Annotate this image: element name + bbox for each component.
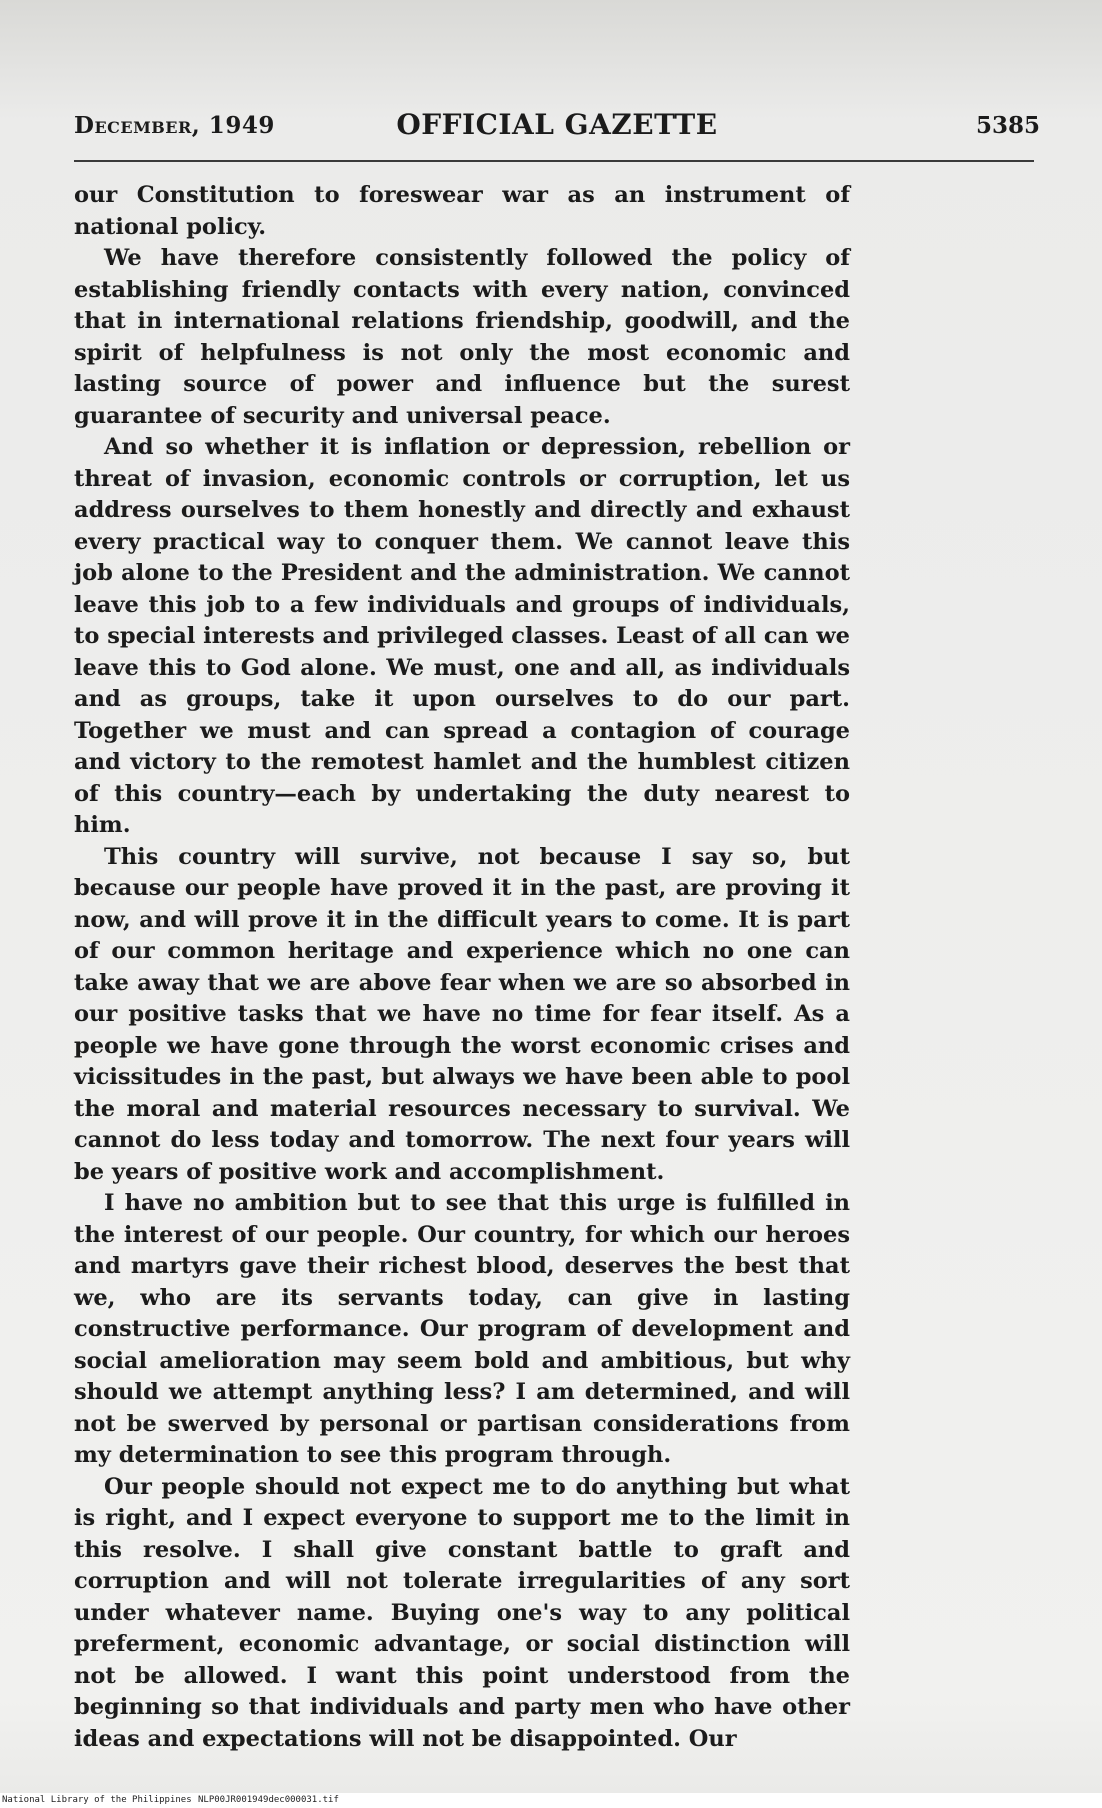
header-page-number: 5385 <box>975 112 1040 139</box>
header-rule <box>74 160 1034 162</box>
page-header <box>74 108 1040 148</box>
header-title: OFFICIAL GAZETTE <box>396 108 718 141</box>
header-date: December, 1949 <box>74 112 275 139</box>
paragraph-5: I have no ambition but to see that this urge is fulfilled in the interest of our people. Our country, for which our heroes and martyrs gave their richest blood, deserves the best that we, who are its servants today, can give in lasting constructive performance. Our program of development and social amelioration may seem bold and ambitious, but why should we attempt anything less? I am determined, and will not be swerved by personal or partisan considerations from my determination to see this program through. <box>74 1190 850 1468</box>
paragraph-1: our Constitution to foreswear war as an instrument of national policy. <box>74 182 850 240</box>
paragraph-2: We have therefore consistently followed the policy of establishing friendly contacts with every nation, convinced that in international relations friendship, goodwill, and the spirit of helpfulness is not only the most economic and lasting source of power and influence but the surest guarantee of security and universal peace. <box>74 245 850 429</box>
paragraph-6: Our people should not expect me to do anything but what is right, and I expect everyone to support me to the limit in this resolve. I shall give constant battle to graft and corruption and will not tolerate irregularities of any sort under whatever name. Buying one's way to any political preferment, economic advantage, or social distinction will not be allowed. I want this point understood from the beginning so that individuals and party men who have other ideas and expectations will not be disappointed. Our <box>74 1473 850 1752</box>
article-body <box>74 180 850 1755</box>
paragraph-3: And so whether it is inflation or depression, rebellion or threat of invasion, economic controls or corruption, let us address ourselves to them honestly and directly and exhaust every practical way to conquer them. We cannot leave this job alone to the President and the administration. We cannot leave this job to a few individuals and groups of individuals, to special interests and privileged classes. Least of all can we leave this to God alone. We must, one and all, as individuals and as groups, take it upon ourselves to do our part. Together we must and can spread a contagion of courage and victory to the remotest hamlet and the humblest citizen of this country—each by undertaking the duty nearest to him. <box>74 434 850 838</box>
footer-file-id: NLP00JR001949dec000031.tif <box>198 1795 339 1805</box>
paragraph-4: This country will survive, not because I say so, but because our people have proved it in the past, are proving it now, and will prove it in the difficult years to come. It is part of our common heritage and experience which no one can take away that we are above fear when we are so absorbed in our positive tasks that we have no time for fear itself. As a people we have gone through the worst economic crises and vicissitudes in the past, but always we have been able to pool the moral and material resources necessary to survival. We cannot do less today and tomorrow. The next four years will be years of positive work and accomplishment. <box>74 843 850 1185</box>
scan-footer <box>0 1793 1102 1808</box>
footer-library: National Library of the Philippines <box>2 1795 192 1805</box>
